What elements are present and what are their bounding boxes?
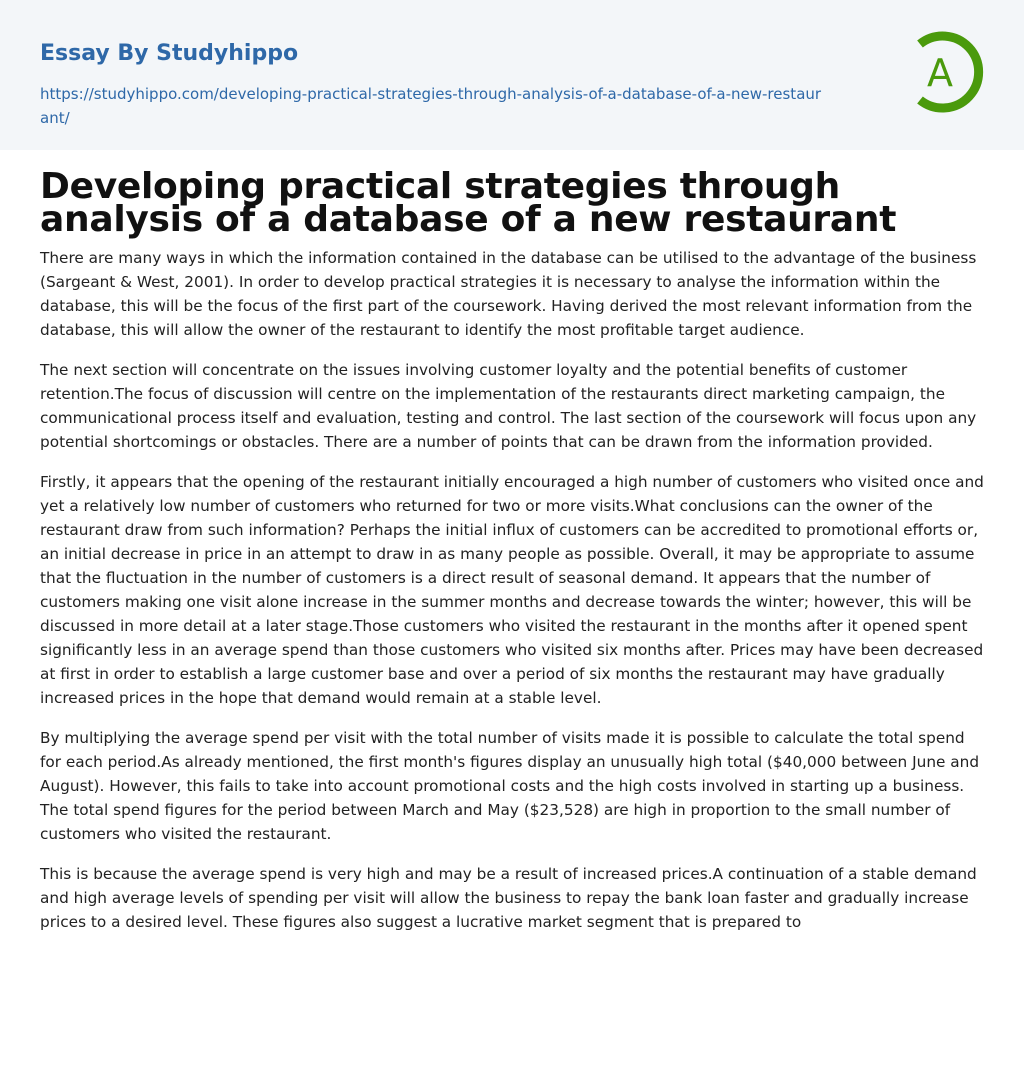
site-header bbox=[0, 0, 1024, 150]
source-url-link[interactable]: https://studyhippo.com/developing-practical-strategies-through-analysis-of-a-database-of-a-new-restaurant/ bbox=[40, 85, 822, 127]
paragraph: By multiplying the average spend per visit with the total number of visits made it is possible to calculate the total spend for each period.As already mentioned, the first month's figures display an unusually high total ($40,000 between June and August). However, this fails to take into account promotional costs and the high costs involved in starting up a business. The total spend figures for the period between March and May ($23,528) are high in proportion to the small number of customers who visited the restaurant. bbox=[40, 729, 980, 843]
logo-letter: A bbox=[927, 51, 953, 95]
paragraph: There are many ways in which the information contained in the database can be utilised to the advantage of the business (Sargeant & West, 2001). In order to develop practical strategies it is necessary to analyse the information within the database, this will be the focus of the first part of the coursework. Having derived the most relevant information from the database, this will allow the owner of the restaurant to identify the most profitable target audience. bbox=[40, 249, 977, 339]
paragraph: This is because the average spend is very high and may be a result of increased prices.A continuation of a stable demand and high average levels of spending per visit will allow the business to repay the bank loan faster and gradually increase prices to a desired level. These figures also suggest a lucrative market segment that is prepared to bbox=[40, 865, 977, 931]
brand-title: Essay By Studyhippo bbox=[40, 41, 299, 66]
article bbox=[0, 150, 1024, 934]
paragraph: The next section will concentrate on the issues involving customer loyalty and the potential benefits of customer retention.The focus of discussion will centre on the implementation of the restaurants direct marketing campaign, the communicational process itself and evaluation, testing and control. The last section of the coursework will focus upon any potential shortcomings or obstacles. There are a number of points that can be drawn from the information provided. bbox=[40, 361, 977, 451]
studyhippo-logo-icon[interactable] bbox=[910, 28, 988, 116]
paragraph: Firstly, it appears that the opening of the restaurant initially encouraged a high number of customers who visited once and yet a relatively low number of customers who returned for two or more visits.What conclusions can the owner of the restaurant draw from such information? Perhaps the initial influx of customers can be accredited to promotional efforts or, an initial decrease in price in an attempt to draw in as many people as possible. Overall, it may be appropriate to assume that the fluctuation in the number of customers is a direct result of seasonal demand. It appears that the number of customers making one visit alone increase in the summer months and decrease towards the winter; however, this will be discussed in more detail at a later stage.Those customers who visited the restaurant in the months after it opened spent significantly less in an average spend than those customers who visited six months after. Prices may have been decreased at first in order to establish a large customer base and over a period of six months the restaurant may have gradually increased prices in the hope that demand would remain at a stable level. bbox=[40, 473, 984, 707]
article-title: Developing practical strategies through analysis of a database of a new restaurant bbox=[40, 166, 897, 240]
